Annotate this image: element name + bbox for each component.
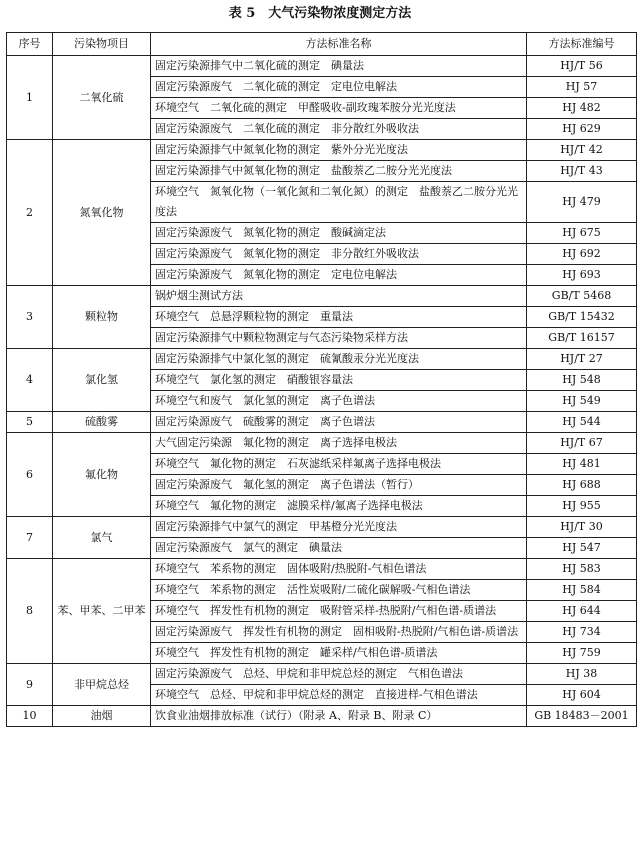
pollutant-name: 油烟 (53, 706, 151, 727)
pollutant-name: 颗粒物 (53, 286, 151, 349)
row-number: 8 (7, 559, 53, 664)
method-name: 固定污染源废气 硫酸雾的测定 离子色谱法 (151, 412, 527, 433)
row-number: 6 (7, 433, 53, 517)
pollutant-name: 非甲烷总烃 (53, 664, 151, 706)
table-body (7, 56, 637, 727)
method-name: 大气固定污染源 氟化物的测定 离子选择电极法 (151, 433, 527, 454)
standard-number: HJ 629 (527, 119, 637, 140)
method-name: 固定污染源排气中二氧化硫的测定 碘量法 (151, 56, 527, 77)
method-name: 固定污染源废气 挥发性有机物的测定 固相吸附-热脱附/气相色谱-质谱法 (151, 622, 527, 643)
header-method: 方法标准名称 (151, 33, 527, 56)
table-row (7, 56, 637, 77)
standard-number: HJ/T 56 (527, 56, 637, 77)
standard-number: HJ/T 43 (527, 161, 637, 182)
standard-number: HJ 544 (527, 412, 637, 433)
standard-number: HJ 644 (527, 601, 637, 622)
pollutant-name: 二氧化硫 (53, 56, 151, 140)
method-name: 固定污染源废气 氯气的测定 碘量法 (151, 538, 527, 559)
row-number: 2 (7, 140, 53, 286)
method-name: 固定污染源排气中颗粒物测定与气态污染物采样方法 (151, 328, 527, 349)
method-name: 环境空气 总烃、甲烷和非甲烷总烃的测定 直接进样-气相色谱法 (151, 685, 527, 706)
table-row (7, 559, 637, 580)
standard-number: HJ 482 (527, 98, 637, 119)
pollutant-name: 氯化氢 (53, 349, 151, 412)
standard-number: GB/T 5468 (527, 286, 637, 307)
standard-number: HJ 675 (527, 223, 637, 244)
method-name: 固定污染源排气中氯化氢的测定 硫氰酸汞分光光度法 (151, 349, 527, 370)
row-number: 9 (7, 664, 53, 706)
standard-number: HJ 549 (527, 391, 637, 412)
method-name: 环境空气 苯系物的测定 活性炭吸附/二硫化碳解吸-气相色谱法 (151, 580, 527, 601)
method-name: 固定污染源排气中氮氧化物的测定 盐酸萘乙二胺分光光度法 (151, 161, 527, 182)
standard-number: HJ 583 (527, 559, 637, 580)
standard-number: HJ 692 (527, 244, 637, 265)
method-name: 固定污染源废气 总烃、甲烷和非甲烷总烃的测定 气相色谱法 (151, 664, 527, 685)
method-name: 环境空气 总悬浮颗粒物的测定 重量法 (151, 307, 527, 328)
method-name: 环境空气 挥发性有机物的测定 罐采样/气相色谱-质谱法 (151, 643, 527, 664)
method-name: 固定污染源废气 二氧化硫的测定 非分散红外吸收法 (151, 119, 527, 140)
standard-number: HJ 479 (527, 182, 637, 223)
table-row (7, 706, 637, 727)
row-number: 10 (7, 706, 53, 727)
method-name: 环境空气 苯系物的测定 固体吸附/热脱附-气相色谱法 (151, 559, 527, 580)
standard-number: GB/T 16157 (527, 328, 637, 349)
methods-table (6, 32, 637, 727)
table-header-row (7, 33, 637, 56)
standard-number: HJ/T 67 (527, 433, 637, 454)
standard-number: HJ/T 27 (527, 349, 637, 370)
method-name: 固定污染源废气 氮氧化物的测定 定电位电解法 (151, 265, 527, 286)
header-standard: 方法标准编号 (527, 33, 637, 56)
pollutant-name: 硫酸雾 (53, 412, 151, 433)
table-row (7, 517, 637, 538)
method-name: 环境空气和废气 氯化氢的测定 离子色谱法 (151, 391, 527, 412)
method-name: 固定污染源废气 氟化氢的测定 离子色谱法（暂行） (151, 475, 527, 496)
table-row (7, 349, 637, 370)
method-name: 固定污染源废气 氮氧化物的测定 非分散红外吸收法 (151, 244, 527, 265)
standard-number: HJ 481 (527, 454, 637, 475)
row-number: 5 (7, 412, 53, 433)
pollutant-name: 氮氧化物 (53, 140, 151, 286)
table-row (7, 140, 637, 161)
table-title: 表 5 大气污染物浓度测定方法 (228, 6, 412, 21)
standard-number: HJ 759 (527, 643, 637, 664)
header-num: 序号 (7, 33, 53, 56)
standard-number: HJ 604 (527, 685, 637, 706)
row-number: 3 (7, 286, 53, 349)
standard-number: HJ 38 (527, 664, 637, 685)
standard-number: GB/T 15432 (527, 307, 637, 328)
standard-number: HJ 688 (527, 475, 637, 496)
method-name: 环境空气 氟化物的测定 滤膜采样/氟离子选择电极法 (151, 496, 527, 517)
header-pollutant: 污染物项目 (53, 33, 151, 56)
method-name: 环境空气 氟化物的测定 石灰滤纸采样氟离子选择电极法 (151, 454, 527, 475)
standard-number: GB 18483－2001 (527, 706, 637, 727)
standard-number: HJ/T 30 (527, 517, 637, 538)
standard-number: HJ 693 (527, 265, 637, 286)
method-name: 环境空气 二氧化硫的测定 甲醛吸收-副玫瑰苯胺分光光度法 (151, 98, 527, 119)
pollutant-name: 苯、甲苯、二甲苯 (53, 559, 151, 664)
standard-number: HJ 734 (527, 622, 637, 643)
standard-number: HJ 584 (527, 580, 637, 601)
method-name: 固定污染源排气中氮氧化物的测定 紫外分光光度法 (151, 140, 527, 161)
row-number: 4 (7, 349, 53, 412)
method-name: 环境空气 氯化氢的测定 硝酸银容量法 (151, 370, 527, 391)
method-name: 饮食业油烟排放标准（试行）（附录 A、附录 B、附录 C） (151, 706, 527, 727)
pollutant-name: 氯气 (53, 517, 151, 559)
table-row (7, 412, 637, 433)
standard-number: HJ 955 (527, 496, 637, 517)
row-number: 7 (7, 517, 53, 559)
method-name: 环境空气 挥发性有机物的测定 吸附管采样-热脱附/气相色谱-质谱法 (151, 601, 527, 622)
method-name: 固定污染源排气中氯气的测定 甲基橙分光光度法 (151, 517, 527, 538)
standard-number: HJ 57 (527, 77, 637, 98)
pollutant-name: 氟化物 (53, 433, 151, 517)
table-row (7, 286, 637, 307)
method-name: 环境空气 氮氧化物（一氧化氮和二氧化氮）的测定 盐酸萘乙二胺分光光度法 (151, 182, 527, 223)
method-name: 锅炉烟尘测试方法 (151, 286, 527, 307)
table-row (7, 433, 637, 454)
row-number: 1 (7, 56, 53, 140)
standard-number: HJ/T 42 (527, 140, 637, 161)
method-name: 固定污染源废气 氮氧化物的测定 酸碱滴定法 (151, 223, 527, 244)
table-row (7, 664, 637, 685)
standard-number: HJ 547 (527, 538, 637, 559)
standard-number: HJ 548 (527, 370, 637, 391)
method-name: 固定污染源废气 二氧化硫的测定 定电位电解法 (151, 77, 527, 98)
